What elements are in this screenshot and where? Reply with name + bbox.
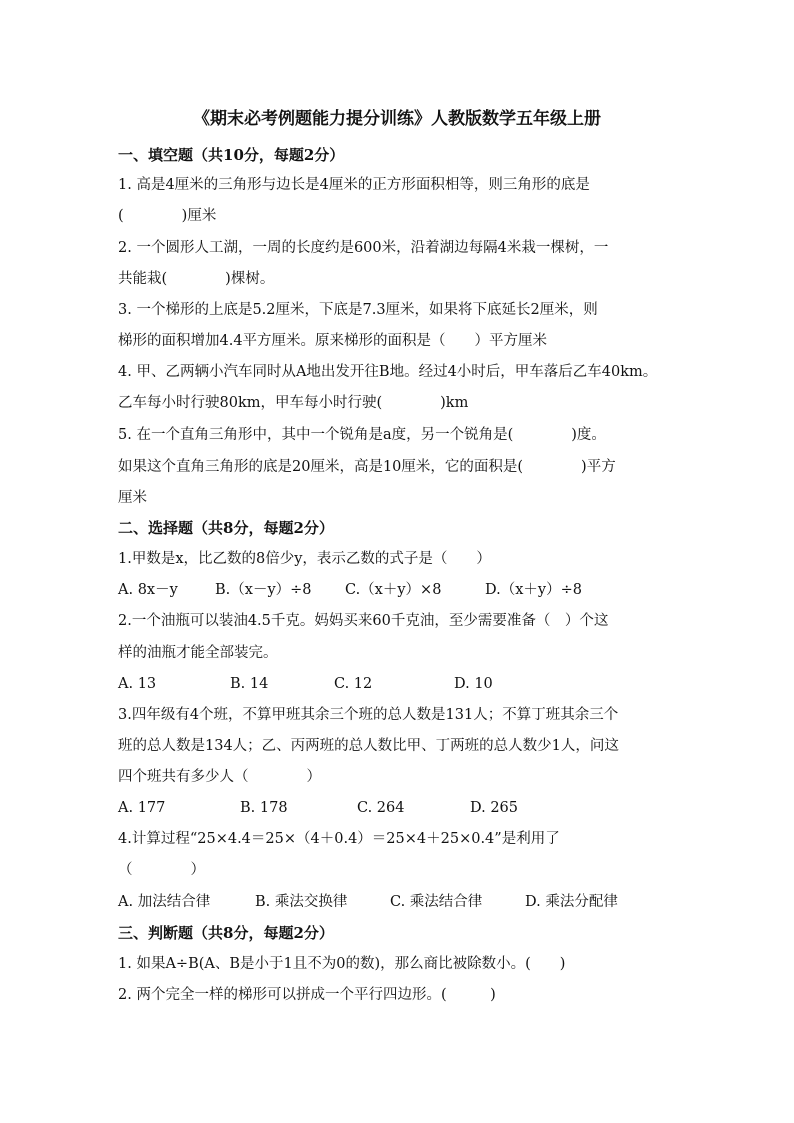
question-line: 5. 在一个直角三角形中，其中一个锐角是a度，另一个锐角是( )度。 bbox=[118, 427, 606, 443]
question-line: 梯形的面积增加4.4平方厘米。原来梯形的面积是（ ）平方厘米 bbox=[118, 333, 548, 349]
section-heading-multiple-choice: 二、选择题（共8分，每题2分） bbox=[118, 519, 334, 537]
question-line: （ ） bbox=[118, 862, 205, 878]
answer-option: A. 8x－y bbox=[118, 582, 178, 598]
question-line: 共能栽( )棵树。 bbox=[118, 271, 275, 287]
question-line: 乙车每小时行驶80km，甲车每小时行驶( )km bbox=[118, 395, 469, 411]
question-line: 1. 高是4厘米的三角形与边长是4厘米的正方形面积相等，则三角形的底是 bbox=[118, 177, 590, 193]
page-title: 《期末必考例题能力提分训练》人教版数学五年级上册 bbox=[193, 109, 601, 129]
answer-option: C. 12 bbox=[334, 676, 373, 692]
question-line: 2. 两个完全一样的梯形可以拼成一个平行四边形。( ) bbox=[118, 987, 496, 1003]
section-heading-fill-blank: 一、填空题（共10分，每题2分） bbox=[118, 146, 345, 164]
question-line: 2. 一个圆形人工湖，一周的长度约是600米，沿着湖边每隔4米栽一棵树，一 bbox=[118, 240, 609, 256]
question-line: 1.甲数是x，比乙数的8倍少y，表示乙数的式子是（ ） bbox=[118, 551, 491, 567]
answer-option: D. 乘法分配律 bbox=[525, 894, 618, 910]
question-line: 班的总人数是134人；乙、丙两班的总人数比甲、丁两班的总人数少1人，问这 bbox=[118, 738, 619, 754]
question-line: ( )厘米 bbox=[118, 208, 217, 224]
question-line: 样的油瓶才能全部装完。 bbox=[118, 645, 278, 661]
answer-option: C. 264 bbox=[357, 800, 405, 816]
answer-option: C.（x＋y）×8 bbox=[345, 582, 442, 598]
answer-option: B. 178 bbox=[240, 800, 288, 816]
question-line: 如果这个直角三角形的底是20厘米，高是10厘米，它的面积是( )平方 bbox=[118, 459, 616, 475]
question-line: 4. 甲、乙两辆小汽车同时从A地出发开往B地。经过4小时后，甲车落后乙车40km。 bbox=[118, 364, 658, 380]
question-line: 4.计算过程“25×4.4＝25×（4＋0.4）＝25×4＋25×0.4”是利用了 bbox=[118, 831, 560, 847]
section-heading-true-false: 三、判断题（共8分，每题2分） bbox=[118, 924, 334, 942]
question-line: 厘米 bbox=[118, 490, 147, 506]
answer-option: A. 13 bbox=[118, 676, 157, 692]
answer-option: A. 177 bbox=[118, 800, 166, 816]
answer-option: C. 乘法结合律 bbox=[390, 894, 483, 910]
answer-option: D. 265 bbox=[470, 800, 519, 816]
answer-option: A. 加法结合律 bbox=[118, 894, 211, 910]
question-line: 2.一个油瓶可以装油4.5千克。妈妈买来60千克油，至少需要准备（ ）个这 bbox=[118, 613, 609, 629]
answer-option: D.（x＋y）÷8 bbox=[485, 582, 582, 598]
answer-option: B. 14 bbox=[230, 676, 269, 692]
answer-option: D. 10 bbox=[454, 676, 493, 692]
answer-option: B. 乘法交换律 bbox=[255, 894, 348, 910]
question-line: 四个班共有多少人（ ） bbox=[118, 769, 321, 785]
question-line: 3.四年级有4个班，不算甲班其余三个班的总人数是131人；不算丁班其余三个 bbox=[118, 707, 619, 723]
question-line: 1. 如果A÷B(A、B是小于1且不为0的数)，那么商比被除数小。( ) bbox=[118, 956, 566, 972]
answer-option: B.（x－y）÷8 bbox=[215, 582, 312, 598]
question-line: 3. 一个梯形的上底是5.2厘米，下底是7.3厘米，如果将下底延长2厘米，则 bbox=[118, 302, 598, 318]
